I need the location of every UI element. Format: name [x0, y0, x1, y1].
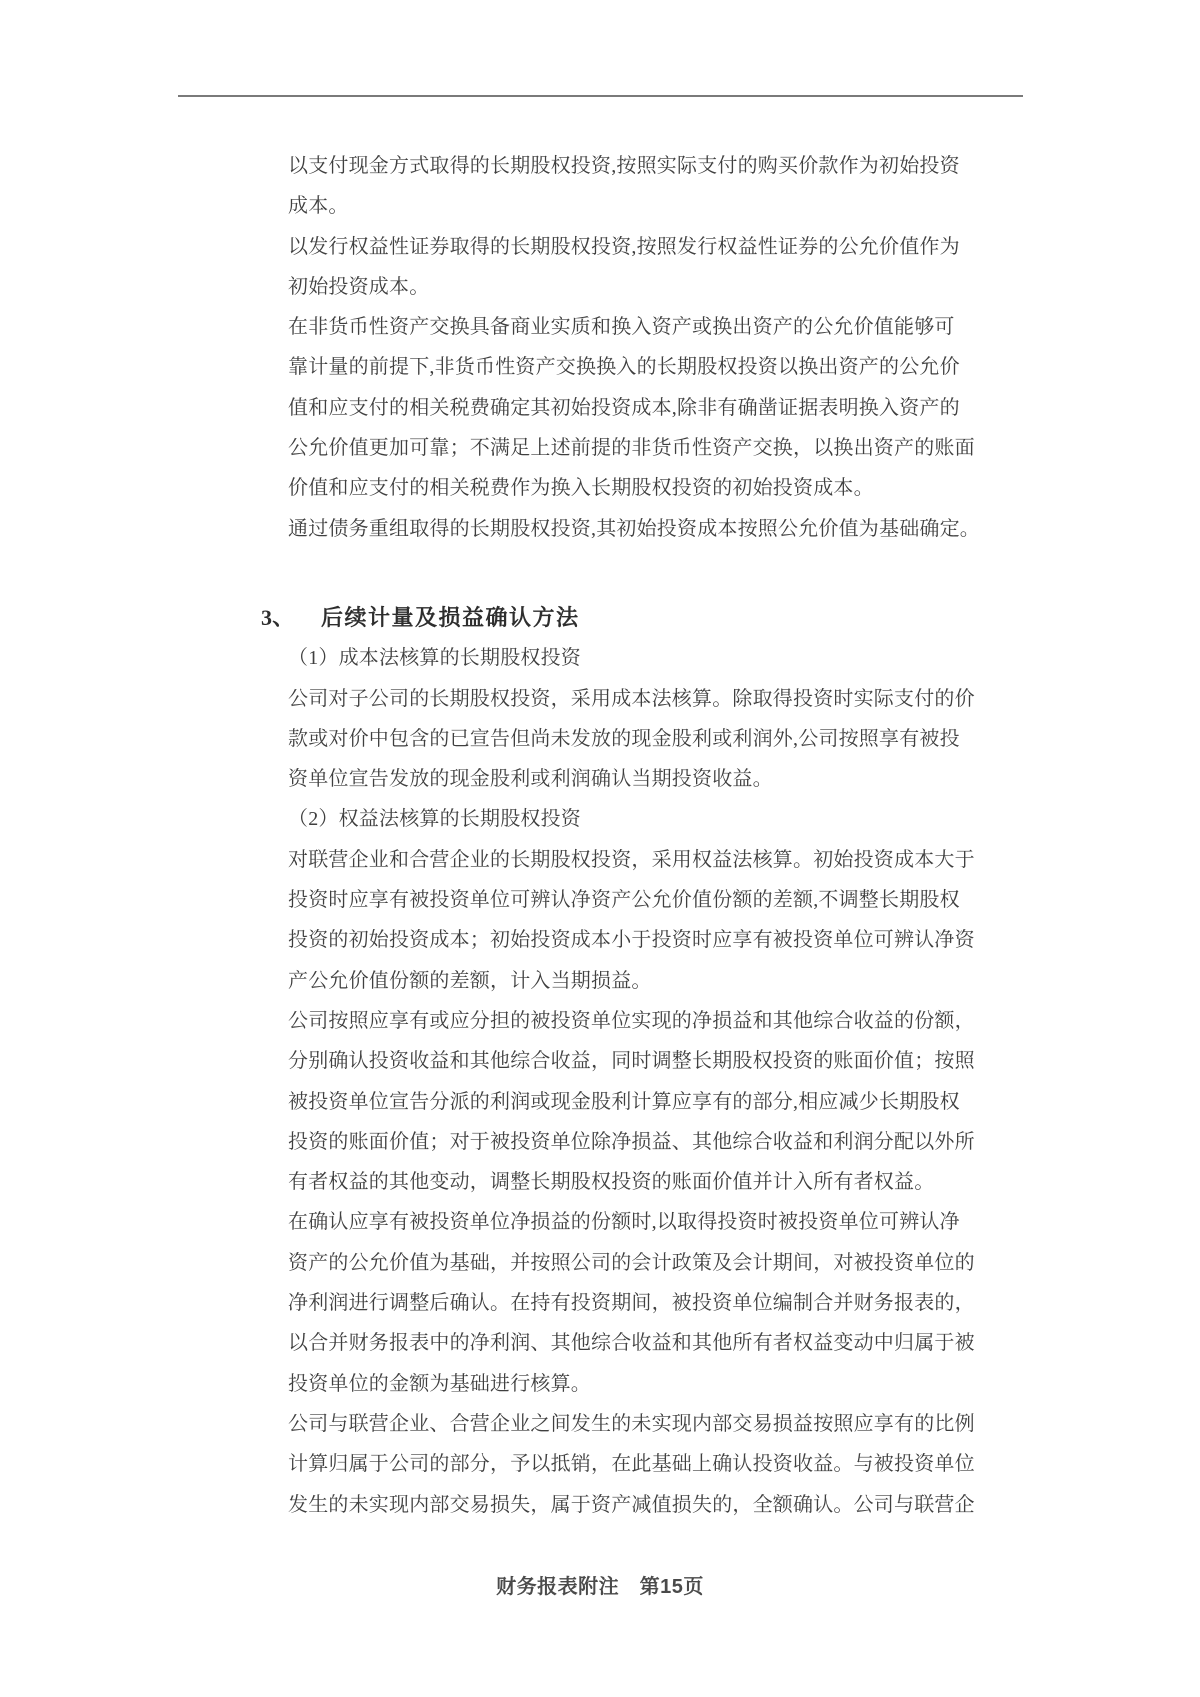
text-line: 投资的初始投资成本；初始投资成本小于投资时应享有被投资单位可辨认净资 — [288, 929, 975, 952]
paragraph — [288, 638, 960, 678]
paragraph — [288, 146, 960, 227]
text-line: 资产的公允价值为基础，并按照公司的会计政策及会计期间，对被投资单位的 — [288, 1251, 975, 1274]
text-line: 对联营企业和合营企业的长期股权投资，采用权益法核算。初始投资成本大于 — [288, 848, 975, 871]
text-line: （1）成本法核算的长期股权投资 — [288, 647, 581, 670]
text-line: 在非货币性资产交换具备商业实质和换入资产或换出资产的公允价值能够可 — [288, 316, 955, 339]
text-line: 发生的未实现内部交易损失，属于资产减值损失的，全额确认。公司与联营企 — [288, 1493, 975, 1516]
paragraph — [288, 679, 975, 800]
text-line: 资单位宣告发放的现金股利或利润确认当期投资收益。 — [288, 768, 773, 791]
paragraph — [288, 1404, 975, 1525]
text-line: 款或对价中包含的已宣告但尚未发放的现金股利或利润外,公司按照享有被投 — [288, 727, 960, 750]
text-line: 成本。 — [288, 195, 349, 218]
text-line: 靠计量的前提下,非货币性资产交换换入的长期股权投资以换出资产的公允价 — [288, 356, 960, 379]
text-line: 以合并财务报表中的净利润、其他综合收益和其他所有者权益变动中归属于被 — [288, 1332, 975, 1355]
paragraph — [288, 509, 980, 549]
paragraph — [288, 1001, 975, 1202]
text-line: 被投资单位宣告分派的利润或现金股利计算应享有的部分,相应减少长期股权 — [288, 1090, 960, 1113]
header-rule — [178, 95, 1023, 97]
section-title: 后续计量及损益确认方法 — [321, 604, 580, 630]
text-line: 投资时应享有被投资单位可辨认净资产公允价值份额的差额,不调整长期股权 — [288, 889, 960, 912]
section-heading — [261, 598, 960, 638]
text-line: 分别确认投资收益和其他综合收益，同时调整长期股权投资的账面价值；按照 — [288, 1050, 975, 1073]
paragraph — [288, 227, 960, 308]
text-line: 公允价值更加可靠；不满足上述前提的非货币性资产交换，以换出资产的账面 — [288, 437, 975, 460]
text-line: 净利润进行调整后确认。在持有投资期间，被投资单位编制合并财务报表的， — [288, 1292, 975, 1315]
document-content — [261, 146, 980, 1525]
text-line: 在确认应享有被投资单位净损益的份额时,以取得投资时被投资单位可辨认净 — [288, 1211, 960, 1234]
paragraph — [288, 799, 960, 839]
text-line: 投资的账面价值；对于被投资单位除净损益、其他综合收益和利润分配以外所 — [288, 1130, 975, 1153]
page-footer: 财务报表附注 第15页 — [496, 1576, 704, 1598]
text-line: 值和应支付的相关税费确定其初始投资成本,除非有确凿证据表明换入资产的 — [288, 396, 960, 419]
text-line: 通过债务重组取得的长期股权投资,其初始投资成本按照公允价值为基础确定。 — [288, 517, 980, 540]
paragraph — [288, 307, 975, 508]
text-line: 产公允价值份额的差额，计入当期损益。 — [288, 969, 652, 992]
text-line: 有者权益的其他变动，调整长期股权投资的账面价值并计入所有者权益。 — [288, 1171, 935, 1194]
text-line: 以发行权益性证券取得的长期股权投资,按照发行权益性证券的公允价值作为 — [288, 235, 960, 258]
paragraph — [288, 840, 975, 1001]
text-line: 公司与联营企业、合营企业之间发生的未实现内部交易损益按照应享有的比例 — [288, 1412, 975, 1435]
text-line: 计算归属于公司的部分，予以抵销，在此基础上确认投资收益。与被投资单位 — [288, 1453, 975, 1476]
text-line: 以支付现金方式取得的长期股权投资,按照实际支付的购买价款作为初始投资 — [288, 155, 960, 177]
text-line: 初始投资成本。 — [288, 275, 430, 298]
section-number: 3、 — [261, 604, 295, 630]
text-line: 价值和应支付的相关税费作为换入长期股权投资的初始投资成本。 — [288, 477, 874, 500]
text-line: 投资单位的金额为基础进行核算。 — [288, 1372, 591, 1395]
text-line: （2）权益法核算的长期股权投资 — [288, 808, 581, 831]
text-line: 公司按照应享有或应分担的被投资单位实现的净损益和其他综合收益的份额， — [288, 1009, 975, 1032]
text-line: 公司对子公司的长期股权投资，采用成本法核算。除取得投资时实际支付的价 — [288, 687, 975, 710]
paragraph — [288, 1202, 975, 1403]
